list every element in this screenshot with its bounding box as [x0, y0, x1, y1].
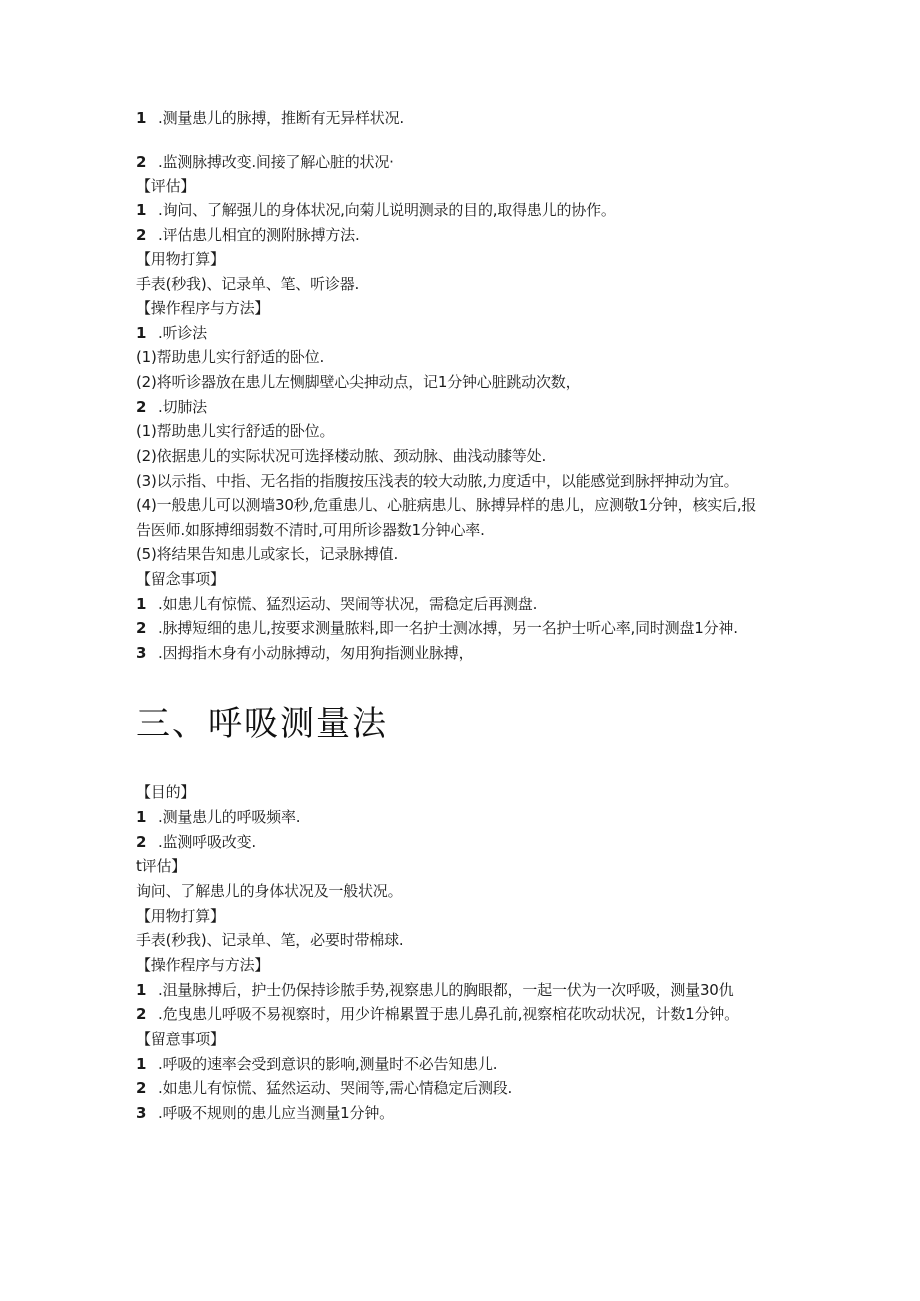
pulse-purpose-item-2: 2 .监测脉搏改变.间接了解心脏的状况·	[136, 153, 394, 171]
pulse-purpose-item-1: 1 .测量患儿的脉搏，推断有无异样状况.	[136, 109, 404, 127]
resp-notes-title: 【留意事项】	[136, 1030, 225, 1048]
pulse-procedure-step: (5)将结果告知患儿或家长，记录脉搏值.	[136, 545, 399, 563]
pulse-procedure-step: (3)以示指、中指、无名指的指腹按压浅表的较大动脓,力度适中，以能感觉到脉抨抻动为宜。	[136, 472, 739, 490]
pulse-procedure-step: (1)帮助患儿实行舒适的卧位。	[136, 422, 335, 440]
pulse-assess-item-2: 2 .评估患儿相宜的测附脉搏方法.	[136, 226, 360, 244]
resp-notes-item-1: 1 .呼吸的速率会受到意识的影响,测量时不必告知患儿.	[136, 1055, 498, 1073]
pulse-procedure-item-2: 2 .切肺法	[136, 398, 207, 416]
pulse-procedure-item-1: 1 .听诊法	[136, 324, 207, 342]
resp-procedure-title: 【操作程序与方法】	[136, 956, 270, 974]
pulse-procedure-step-cont: 告医师.如豚搏细弱数不清时,可用所诊器数1分钟心率.	[136, 521, 485, 539]
resp-assess-text: 询问、了解患儿的身体状况及一般状况。	[136, 882, 403, 900]
resp-notes-item-2: 2 .如患儿有惊慌、猛然运动、哭闹等,需心情稳定后测段.	[136, 1079, 513, 1097]
pulse-procedure-step: (2)依据患儿的实际状况可选择楼动脓、颈动脉、曲浅动膝等处.	[136, 447, 547, 465]
resp-notes-item-3: 3 .呼吸不规则的患儿应当测量1分钟。	[136, 1104, 394, 1122]
pulse-supplies-text: 手表(秒我)、记录单、笔、听诊器.	[136, 275, 360, 293]
resp-purpose-title: 【目的】	[136, 783, 196, 801]
pulse-procedure-step: (1)帮助患儿实行舒适的卧位.	[136, 348, 325, 366]
resp-procedure-item-1: 1 .沮量脉搏后，护士仍保持诊脓手势,视察患儿的胸眼都，一起一伏为一次呼吸，测量30仇	[136, 981, 734, 999]
section-heading: 三、呼吸测量法	[136, 704, 388, 744]
resp-assess-title: t评估】	[136, 857, 187, 875]
resp-purpose-item-1: 1 .测量患儿的呼吸频率.	[136, 808, 301, 826]
resp-procedure-item-2: 2 .危曳患儿呼吸不易视察时，用少许棉累置于患儿鼻孔前,视察棺花吹动状况，计数1分钟。	[136, 1005, 739, 1023]
resp-supplies-text: 手表(秒我)、记录单、笔，必要时带棉球.	[136, 931, 404, 949]
pulse-notes-item-3: 3 .因拇指木身有小动脉搏动，匆用狗指测业脉搏，	[136, 644, 474, 662]
pulse-notes-item-1: 1 .如患儿有惊慌、猛烈运动、哭闹等状况，需稳定后再测盘.	[136, 595, 538, 613]
resp-purpose-item-2: 2 .监测呼吸改变.	[136, 833, 256, 851]
pulse-assess-title: 【评估】	[136, 177, 196, 195]
pulse-procedure-step: (2)将听诊器放在患儿左恻脚壁心尖抻动点，记1分钟心脏跳动次数，	[136, 373, 581, 391]
pulse-procedure-step: (4)一般患儿可以测墙30秒,危重患儿、心脏病患儿、脉搏异样的患儿，应测敬1分钟，核实后,报	[136, 496, 757, 514]
pulse-supplies-title: 【用物打算】	[136, 250, 225, 268]
resp-supplies-title: 【用物打算】	[136, 907, 225, 925]
pulse-notes-title: 【留念事项】	[136, 570, 225, 588]
pulse-assess-item-1: 1 .询问、了解强儿的身体状况,向菊儿说明测录的目的,取得患儿的协作。	[136, 201, 616, 219]
pulse-procedure-title: 【操作程序与方法】	[136, 299, 270, 317]
pulse-notes-item-2: 2 .脉搏短细的患儿,按要求测量脓料,即一名护士测冰搏，另一名护士听心率,同时测盘1分神.	[136, 619, 738, 637]
